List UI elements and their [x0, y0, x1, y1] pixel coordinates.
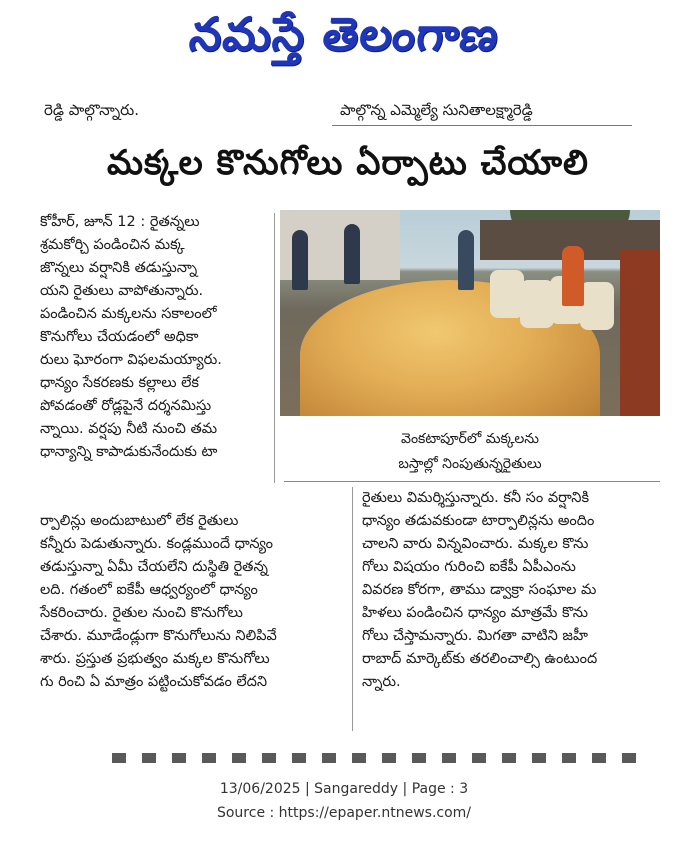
article-line: కోహీర్, జూన్ 12 : రైతన్నలు	[40, 214, 200, 230]
article-column-1-bottom	[40, 510, 342, 694]
masthead	[0, 0, 688, 80]
article-line: తడుస్తున్నా ఏమీ చేయలేని దుస్థితి రైతన్న	[40, 559, 268, 575]
article-line: రైతులు విమర్శిస్తున్నారు. కనీ సం వర్షానికి	[362, 490, 590, 506]
column-divider	[274, 213, 275, 483]
article-column-1-top	[40, 211, 268, 464]
divider	[284, 481, 660, 482]
article-line: వివరణ కోరగా, తాము డ్వాక్రా సంఘాల మ	[362, 582, 597, 598]
article-line: చాలని వారు విన్నవించారు. మక్కల కొను	[362, 536, 589, 552]
article-line: న్నాయి. వర్షపు నీటి నుంచి తమ	[40, 421, 218, 437]
article-line: చేశారు. మూడేండ్లుగా కొనుగోలును నిలిపివే	[40, 628, 277, 644]
article-line: ధాన్యం సేకరణకు కల్లాలు లేక	[40, 375, 199, 391]
article-line: గోలు విషయం గురించి ఐకేపీ ఏపీఎంను	[362, 559, 576, 575]
previous-article-tail: రెడ్డి పాల్గొన్నారు.	[44, 101, 140, 119]
footer-date-edition: 13/06/2025 | Sangareddy | Page : 3	[219, 781, 469, 797]
caption-line: బస్తాల్లో నింపుతున్నరైతులు	[398, 456, 542, 472]
article-line: రులు ఘోరంగా విఫలమయ్యారు.	[40, 352, 222, 368]
article-line: ర్పాలిన్లు అందుబాటులో లేక రైతులు	[40, 513, 239, 529]
article-line: సేకరించారు. రైతుల నుంచి కొనుగోలు	[40, 605, 243, 621]
article-line: రాబాద్ మార్కెట్‌కు తరలించాల్సి ఉంటుంద	[362, 651, 598, 667]
caption-line: వెంకటాపూర్‌లో మక్కలను	[401, 431, 539, 447]
article-line: గోలు చేస్తామన్నారు. మిగతా వాటిని జహీ	[362, 628, 589, 644]
article-line: న్నారు.	[362, 674, 401, 690]
article-line: పండించిన మక్కలను సకాలంలో	[40, 306, 217, 322]
previous-photo-caption: పాల్గొన్న ఎమ్మెల్యే సునితాలక్ష్మారెడ్డి	[340, 101, 533, 119]
article-line: ధాన్యం తడువకుండా టార్పాలిన్లను అందిం	[362, 513, 595, 529]
article-line: కన్నీరు పెడుతున్నారు. కండ్లముందే ధాన్యం	[40, 536, 274, 552]
article-column-2	[362, 487, 660, 694]
article-line: పోవడంతో రోడ్లపైనే దర్శనమిస్తు	[40, 398, 212, 414]
photo-caption	[292, 427, 648, 477]
column-divider	[352, 487, 353, 731]
newspaper-logo: నమస్తే తెలంగాణ	[187, 7, 503, 61]
cropped-next-headline	[112, 753, 652, 763]
article-line: ధాన్యాన్ని కాపాడుకునేందుకు టా	[40, 444, 218, 460]
article-line: హిళలు పండించిన ధాన్యం మాత్రమే కొను	[362, 605, 589, 621]
article-photo	[280, 210, 660, 416]
article-line: లది. గతంలో ఐకేపీ ఆధ్వర్యంలో ధాన్యం	[40, 582, 258, 598]
article-headline: మక్కల కొనుగోలు ఏర్పాటు చేయాలి	[107, 143, 589, 183]
article-line: శ్రమకోర్చి పండించిన మక్క	[40, 237, 185, 253]
article-line: జొన్నలు వర్షానికి తడుస్తున్నా	[40, 260, 198, 276]
divider	[332, 125, 632, 126]
article-line: గు రించి ఏ మాత్రం పట్టించుకోవడం లేదని	[40, 674, 268, 690]
article-line: కొనుగోలు చేయడంలో అధికా	[40, 329, 199, 345]
article-line: శారు. ప్రస్తుత ప్రభుత్వం మక్కల కొనుగోలు	[40, 651, 270, 667]
article-line: యని రైతులు వాపోతున్నారు.	[40, 283, 204, 299]
footer-source[interactable]: Source : https://epaper.ntnews.com/	[216, 805, 472, 821]
newspaper-clipping	[32, 95, 664, 763]
